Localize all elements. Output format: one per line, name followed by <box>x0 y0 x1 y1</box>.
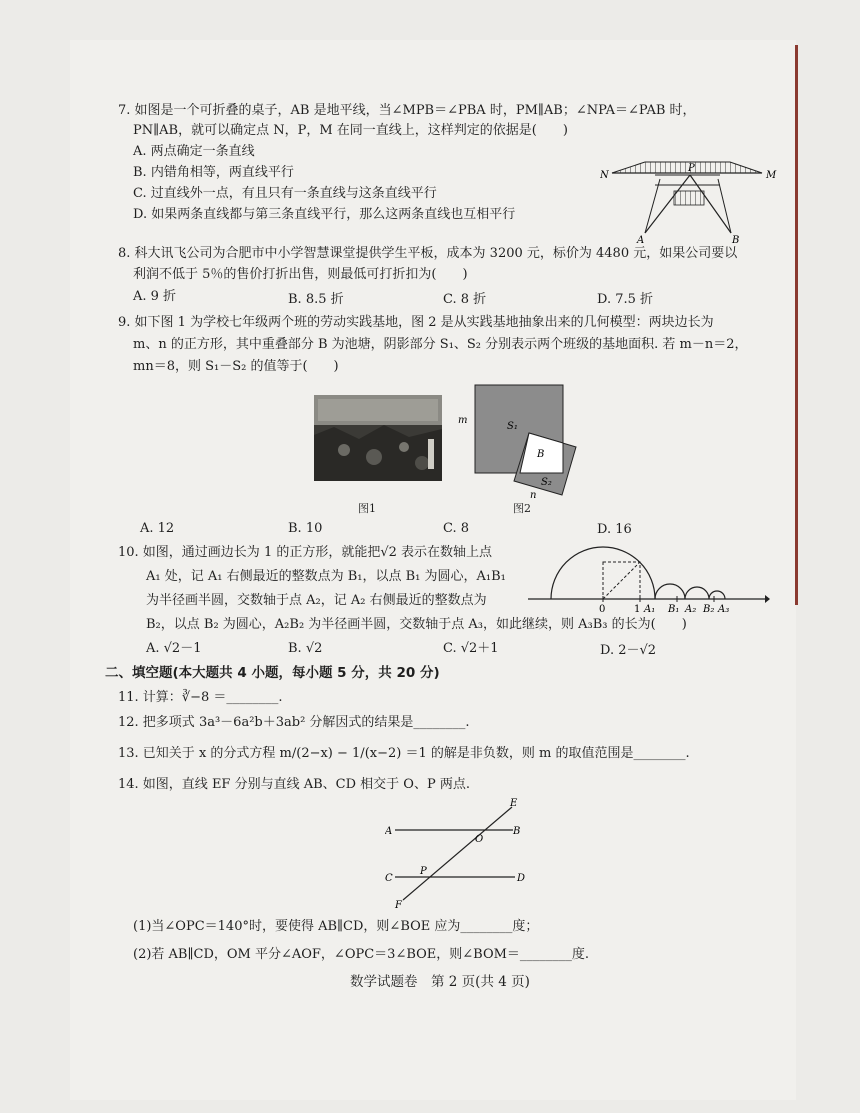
q9-label-s2: S₂ <box>541 477 552 488</box>
q9-stem-line2: m、n 的正方形，其中重叠部分 B 为池塘，阴影部分 S₁、S₂ 分别表示两个班级的基地面积. 若 m－n＝2， <box>133 337 748 352</box>
q8-option-c: C. 8 折 <box>443 292 487 307</box>
q7-label-b: B <box>732 235 740 245</box>
q9-label-s1: S₁ <box>507 421 518 432</box>
q7-option-d: D. 如果两条直线都与第三条直线平行，那么这两条直线也互相平行 <box>133 207 516 222</box>
q10-label-a2: A₂ <box>685 604 697 615</box>
q10-line2: A₁ 处，记 A₁ 右侧最近的整数点为 B₁，以点 B₁ 为圆心，A₁B₁ <box>146 569 506 584</box>
q9-option-b: B. 10 <box>288 521 323 536</box>
q9-photo <box>314 395 442 481</box>
page-edge-mark <box>795 45 798 605</box>
q7-option-a: A. 两点确定一条直线 <box>133 144 255 159</box>
q9-squares-figure <box>450 383 590 513</box>
q9-label-m: m <box>458 415 468 426</box>
q9-stem-line3: mn＝8，则 S₁－S₂ 的值等于( ) <box>133 359 339 374</box>
q11-text: 11. 计算：∛−8 ＝________. <box>118 690 283 705</box>
q7-label-p: P <box>688 163 695 174</box>
q7-stem-line2: PN∥AB，就可以确定点 N，P，M 在同一直线上，这样判定的依据是( ) <box>133 123 568 138</box>
q10-option-b: B. √2 <box>288 641 323 656</box>
q7-label-m: M <box>766 170 777 181</box>
q7-option-c: C. 过直线外一点，有且只有一条直线与这条直线平行 <box>133 186 437 201</box>
q9-fig2-caption: 图2 <box>513 502 531 515</box>
q14-label-d: D <box>517 873 526 884</box>
q10-option-d: D. 2－√2 <box>600 643 657 658</box>
q10-label-a3: A₃ <box>718 604 730 615</box>
q14-label-e: E <box>510 798 518 809</box>
q12-text: 12. 把多项式 3a³－6a²b＋3ab² 分解因式的结果是________. <box>118 715 470 730</box>
q10-label-one: 1 <box>634 604 641 615</box>
q14-label-b: B <box>513 826 521 837</box>
q9-stem-line1: 9. 如下图 1 为学校七年级两个班的劳动实践基地，图 2 是从实践基地抽象出来的几何模型：两块边长为 <box>118 315 714 330</box>
q8-option-d: D. 7.5 折 <box>597 292 654 307</box>
q9-label-n: n <box>530 490 537 501</box>
q9-option-a: A. 12 <box>140 521 175 536</box>
q14-part1: (1)当∠OPC＝140°时，要使得 AB∥CD，则∠BOE 应为________度； <box>133 919 539 934</box>
q13-text: 13. 已知关于 x 的分式方程 m/(2−x) − 1/(x−2) ＝1 的解是非负数，则 m 的取值范围是________. <box>118 746 690 761</box>
q8-stem-line1: 8. 科大讯飞公司为合肥市中小学智慧课堂提供学生平板，成本为 3200 元，标价为 4480 元，如果公司要以 <box>118 246 738 261</box>
q8-option-a: A. 9 折 <box>133 289 177 304</box>
q10-option-c: C. √2＋1 <box>443 641 499 656</box>
q7-stem-line1: 7. 如图是一个可折叠的桌子，AB 是地平线，当∠MPB＝∠PBA 时，PM∥AB；∠NPA＝∠PAB 时， <box>118 103 696 118</box>
q9-fig1-caption: 图1 <box>358 502 376 515</box>
q10-label-zero: 0 <box>599 604 606 615</box>
q14-part2: (2)若 AB∥CD，OM 平分∠AOF，∠OPC＝3∠BOE，则∠BOM＝________度. <box>133 947 590 962</box>
q7-option-b: B. 内错角相等，两直线平行 <box>133 165 294 180</box>
q8-stem-line2: 利润不低于 5％的售价打折出售，则最低可打折扣为( ) <box>133 267 468 282</box>
q10-label-a1: A₁ <box>644 604 656 615</box>
q10-line3: 为半径画半圆，交数轴于点 A₂，记 A₂ 右侧最近的整数点为 <box>146 593 487 608</box>
q7-table-figure <box>600 155 780 245</box>
q14-label-o: O <box>475 834 484 845</box>
q9-label-b: B <box>537 449 545 460</box>
q8-option-b: B. 8.5 折 <box>288 292 344 307</box>
q7-label-n: N <box>600 170 609 181</box>
q14-label-a: A <box>385 826 393 837</box>
q10-line1: 10. 如图，通过画边长为 1 的正方形，就能把√2 表示在数轴上点 <box>118 545 493 560</box>
q14-stem: 14. 如图，直线 EF 分别与直线 AB、CD 相交于 O、P 两点. <box>118 777 470 792</box>
q9-option-c: C. 8 <box>443 521 470 536</box>
section-2-heading: 二、填空题(本大题共 4 小题，每小题 5 分，共 20 分) <box>105 665 440 681</box>
q7-label-a: A <box>637 235 645 245</box>
q14-label-f: F <box>395 900 402 910</box>
q10-number-line-figure <box>525 540 770 616</box>
q9-option-d: D. 16 <box>597 522 632 537</box>
q14-label-c: C <box>385 873 393 884</box>
q14-label-p: P <box>420 866 427 877</box>
q10-label-b2: B₂ <box>703 604 715 615</box>
q14-lines-figure <box>385 795 545 910</box>
page-footer: 数学试题卷 第 2 页(共 4 页) <box>350 974 530 990</box>
q10-label-b1: B₁ <box>668 604 680 615</box>
q10-option-a: A. √2－1 <box>146 641 202 656</box>
q10-line4: B₂，以点 B₂ 为圆心，A₂B₂ 为半径画半圆，交数轴于点 A₃，如此继续，则 A₃B₃ 的长为( ) <box>146 617 687 632</box>
